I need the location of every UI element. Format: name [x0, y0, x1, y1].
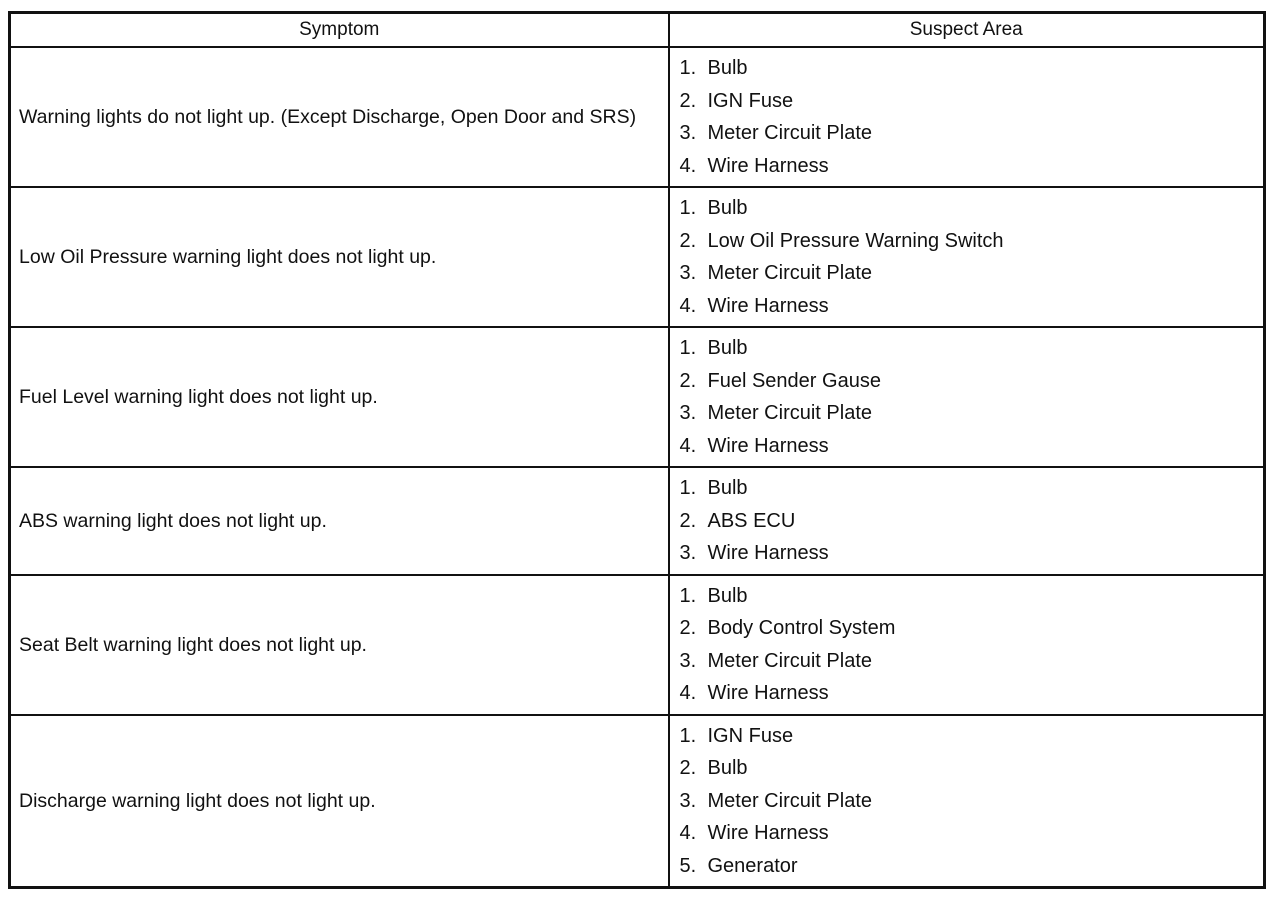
suspect-list-item	[680, 785, 1264, 818]
table-row	[10, 467, 1265, 575]
suspect-item-text: Body Control System	[707, 617, 896, 639]
suspect-item-text: Bulb	[707, 337, 748, 359]
suspect-item-number: 1.	[679, 197, 697, 219]
suspect-item-number: 2.	[679, 617, 697, 639]
suspect-list-item	[680, 85, 1264, 118]
suspect-item-number: 4.	[679, 294, 697, 317]
suspect-item-text: Meter Circuit Plate	[707, 402, 872, 424]
suspect-item-number: 3.	[679, 262, 697, 284]
suspect-item-text: Wire Harness	[707, 294, 829, 317]
suspect-list-item	[680, 332, 1264, 365]
suspect-area-cell	[669, 327, 1265, 467]
suspect-item-text: Meter Circuit Plate	[707, 262, 872, 284]
symptom-cell: Discharge warning light does not light up.	[10, 715, 669, 888]
suspect-item-number: 1.	[679, 724, 697, 747]
suspect-item-text: Meter Circuit Plate	[707, 789, 872, 812]
suspect-list-item	[680, 117, 1264, 150]
table-row	[10, 575, 1265, 715]
suspect-item-number: 3.	[679, 789, 697, 812]
table-row	[10, 715, 1265, 888]
suspect-item-number: 3.	[679, 542, 697, 564]
suspect-area-cell	[669, 575, 1265, 715]
suspect-item-number: 1.	[679, 57, 697, 79]
suspect-item-number: 4.	[679, 682, 697, 704]
suspect-item-text: Fuel Sender Gause	[707, 369, 881, 392]
suspect-item-text: Meter Circuit Plate	[707, 122, 872, 144]
suspect-list-item	[680, 580, 1264, 613]
suspect-list-item	[680, 150, 1264, 183]
suspect-item-number: 2.	[679, 89, 697, 112]
suspect-item-number: 4.	[679, 154, 697, 177]
symptom-header: Symptom	[10, 13, 669, 48]
suspect-item-text: Bulb	[707, 477, 748, 499]
suspect-list-item	[680, 52, 1264, 85]
suspect-item-text: Bulb	[707, 197, 748, 219]
table-row	[10, 187, 1265, 327]
suspect-item-number: 5.	[679, 854, 697, 877]
suspect-item-number: 1.	[679, 337, 697, 359]
table-row	[10, 327, 1265, 467]
suspect-item-text: Wire Harness	[707, 542, 829, 564]
suspect-item-text: Bulb	[707, 757, 748, 779]
suspect-item-text: Bulb	[707, 584, 748, 607]
suspect-list-item	[680, 505, 1264, 538]
suspect-item-text: ABS ECU	[707, 509, 796, 532]
suspect-item-text: Wire Harness	[707, 434, 829, 457]
suspect-item-number: 1.	[679, 477, 697, 499]
suspect-item-number: 4.	[679, 434, 697, 457]
symptom-cell: Low Oil Pressure warning light does not light up.	[10, 187, 669, 327]
symptom-cell: Seat Belt warning light does not light up.	[10, 575, 669, 715]
suspect-item-number: 3.	[679, 649, 697, 672]
table-body	[10, 47, 1265, 888]
suspect-list-item	[680, 537, 1264, 570]
suspect-list-item	[680, 645, 1264, 678]
suspect-item-text: Generator	[707, 854, 798, 877]
suspect-area-cell	[669, 187, 1265, 327]
symptom-cell: Fuel Level warning light does not light up.	[10, 327, 669, 467]
suspect-area-cell	[669, 467, 1265, 575]
suspect-item-text: Low Oil Pressure Warning Switch	[707, 229, 1004, 252]
suspect-item-text: Wire Harness	[707, 682, 829, 704]
suspect-list-item	[680, 290, 1264, 323]
suspect-item-number: 3.	[679, 122, 697, 144]
suspect-list-item	[680, 430, 1264, 463]
suspect-list-item	[680, 752, 1264, 785]
suspect-item-number: 2.	[679, 757, 697, 779]
suspect-list-item	[680, 192, 1264, 225]
suspect-item-number: 2.	[679, 369, 697, 392]
suspect-list-item	[680, 677, 1264, 710]
suspect-area-cell	[669, 715, 1265, 888]
troubleshooting-table	[8, 11, 1266, 889]
suspect-item-number: 2.	[679, 229, 697, 252]
suspect-list-item	[680, 817, 1264, 850]
suspect-list-item	[680, 612, 1264, 645]
suspect-item-text: Wire Harness	[707, 822, 829, 844]
suspect-item-number: 1.	[679, 584, 697, 607]
suspect-list-item	[680, 850, 1264, 883]
suspect-item-text: Wire Harness	[707, 154, 829, 177]
symptom-cell: ABS warning light does not light up.	[10, 467, 669, 575]
suspect-list-item	[680, 397, 1264, 430]
suspect-item-text: IGN Fuse	[707, 724, 794, 747]
suspect-list-item	[680, 720, 1264, 753]
suspect-item-text: Meter Circuit Plate	[707, 649, 872, 672]
suspect-area-cell	[669, 47, 1265, 187]
symptom-cell: Warning lights do not light up. (Except Discharge, Open Door and SRS)	[10, 47, 669, 187]
suspect-item-number: 2.	[679, 509, 697, 532]
table-row	[10, 47, 1265, 187]
suspect-item-text: IGN Fuse	[707, 89, 794, 112]
suspect-area-header: Suspect Area	[669, 13, 1265, 48]
suspect-list-item	[680, 225, 1264, 258]
suspect-item-text: Bulb	[707, 57, 748, 79]
suspect-item-number: 3.	[679, 402, 697, 424]
suspect-item-number: 4.	[679, 822, 697, 844]
suspect-list-item	[680, 257, 1264, 290]
header-row	[10, 13, 1265, 48]
suspect-list-item	[680, 472, 1264, 505]
suspect-list-item	[680, 365, 1264, 398]
